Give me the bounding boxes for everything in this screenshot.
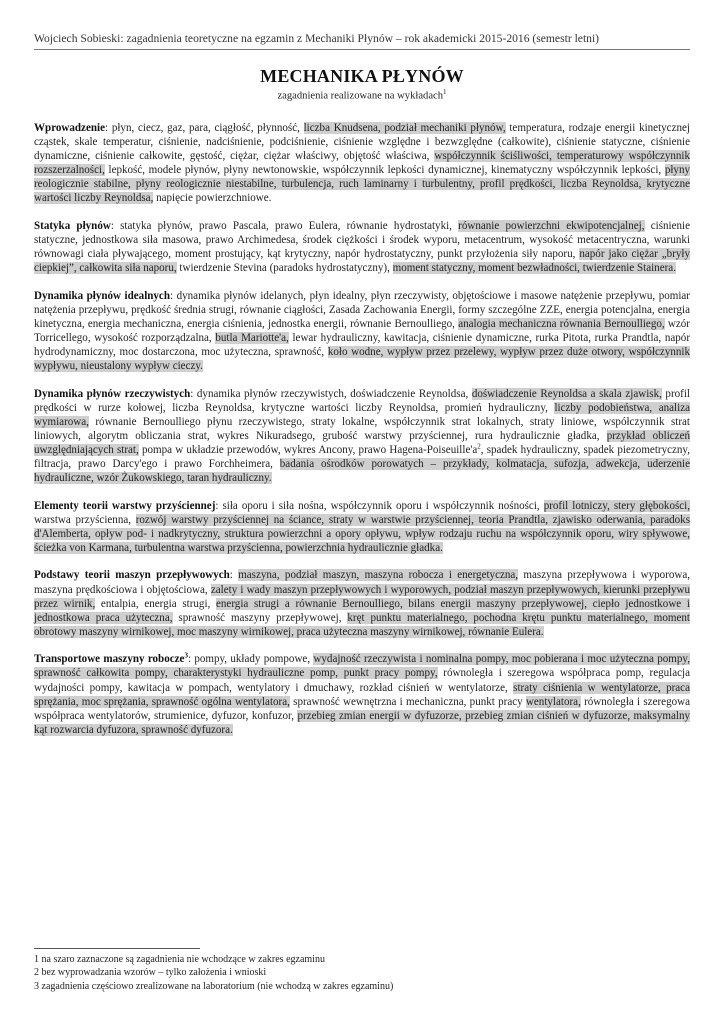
highlighted-topic-text: maszyna, podział maszyn, maszyna robocza i energetyczna, — [238, 569, 519, 582]
section-heading: Wprowadzenie — [34, 122, 105, 134]
highlighted-topic-text: przebieg zmian energii w dyfuzorze, przebieg zmian ciśnień w dyfuzorze, maksymalny kąt rozwarcia dyfuzora, sprawność dyfuzora. — [34, 709, 690, 736]
topic-text: maszyna przepływowa i wyporowa, maszyna prędkościowa i objętościowa, — [34, 569, 690, 596]
highlighted-topic-text: badania ośrodków porowatych – przykłady, kolmatacja, sufozja, adwekcja, uderzenie hydrauliczne, wzór Żukowskiego, taran hydrauliczny. — [34, 458, 691, 485]
topic-text: lewar hydrauliczny, kawitacja, ciśnienie dynamiczne, rurka Pitota, rurka Prandtla, napór hydrodynamiczny, moc dostarczona, moc użyteczna, sprawność, — [34, 332, 691, 359]
highlighted-topic-text: zalety i wady maszyn przepływowych i wyporowych, podział maszyn przepływowych, kierunki przepływu przez wirnik, — [34, 583, 690, 610]
topic-text: , spadek hydrauliczny, spadek piezometryczny, filtracja, prawo Darcy'ego i prawo Forchheimera, — [34, 444, 690, 471]
section-heading: Podstawy teorii maszyn przepływowych — [34, 569, 230, 582]
footnote-divider — [34, 948, 200, 949]
highlighted-topic-text: przykład obliczeń uwzględniających strat, — [34, 429, 690, 457]
section-wprowadzenie: Wprowadzenie: płyn, ciecz, gaz, para, ciągłość, płynność, liczba Knudsena, podział mechaniki płynów, temperatura, rodzaje energii kinetycznej cząstek, skale temperatur, ciśnienie, nadciśnienie, podciśnienie, ciśnienie względne i bezwzględne (całkowite), ciśnienie statyczne, ciśnienie dynamiczne, ciśnienie całkowite, gęstość, ciężar, ciężar właściwy, objętość właściwa, współczynnik ściśliwości, temperaturowy współczynnik rozszerzalności, lepkość, modele płynów, płyny newtonowskie, współczynnik lepkości dynamicznej, kinematyczny współczynnik lepkości, płyny reologicznie stabilne, płyny reologicznie niestabilne, turbulencja, ruch laminarny i turbulentny, profil prędkości, liczba Reynoldsa, krytyczne wartości liczby Reynoldsa, napięcie powierzchniowe. — [34, 122, 691, 205]
footnote-2: 2 bez wyprowadzania wzorów – tylko założenia i wnioski — [34, 967, 267, 979]
section-maszyny-robocze: Transportowe maszyny robocze$^3$: pompy, układy pompowe, wydajność rzeczywista i nominalna pompy, moc pobierana i moc użyteczna pompy, sprawność całkowita pompy, charakterystyki hydrauliczne pomp, punkt pracy pompy, równoległa i szeregowa współpraca pomp, regulacja wydajności pompy, kawitacja w pompach, wentylatory i dmuchawy, rozkład ciśnień w wentylatorze, straty ciśnienia w wentylatorze, praca sprężania, moc sprężania, sprawność ogólna wentylatora, sprawność wewnętrzna i mechaniczna, punkt pracy wentylatora, równoległa i szeregowa współpraca wentylatorów, strumienice, dyfuzor, konfuzor, przebieg zmian energii w dyfuzorze, przebieg zmian ciśnień w dyfuzorze, maksymalny kąt rozwarcia dyfuzora, sprawność dyfuzora. — [34, 651, 690, 736]
highlighted-topic-text: wydajność rzeczywista i nominalna pompy, moc pobierana i moc użyteczna pompy, sprawność całkowita pompy, charakterystyki hydrauliczne pomp, punkt pracy pompy, — [34, 653, 690, 680]
subtitle-footnote-marker: 1 — [443, 88, 447, 96]
footnote-3: 3 zagadnienia częściowo zrealizowane na laboratorium (nie wchodzą w zakres egzaminu) — [34, 980, 394, 992]
highlighted-topic-text: analogia mechaniczna równania Bernoulliego, — [458, 317, 665, 330]
topic-text: statyka płynów, prawo Pascala, prawo Eulera, równanie hydrostatyki, — [120, 219, 459, 232]
highlighted-topic-text: moment statyczny, moment bezwładności, twierdzenie Stainera. — [392, 262, 676, 275]
topic-text: pompy, układy pompowe, — [194, 653, 314, 666]
highlighted-topic-text: doświadczenie Reynoldsa a skala zjawisk, — [471, 387, 662, 400]
section-statyka-plynow: Statyka płynów: statyka płynów, prawo Pascala, prawo Eulera, równanie hydrostatyki, równanie powierzchni ekwipotencjalnej, ciśnienie statyczne, jednostkowa siła masowa, prawo Archimedesa, środek ciężkości i środek wyporu, metacentrum, wysokość metacentryczna, warunki równowagi ciała pływającego, moment prostujący, kąt krytyczny, napór hydrostatyczny, punkt przyłożenia siły naporu, napór jako ciężar „bryły ciepkiej”, całkowita siła naporu, twierdzenie Stevina (paradoks hydrostatyczny), moment statyczny, moment bezwładności, twierdzenie Stainera. — [34, 219, 690, 275]
section-dynamika-plynow-rzeczywistych: Dynamika płynów rzeczywistych: dynamika płynów rzeczywistych, doświadczenie Reynoldsa, doświadczenie Reynoldsa a skala zjawisk, profil prędkości w rurze kołowej, liczba Reynoldsa, krytyczne wartości liczby Reynoldsa, promień hydrauliczny, liczby podobieństwa, analiza wymiarowa, równanie Bernoulliego płynu rzeczywistego, straty lokalne, współczynnik strat lokalnych, straty liniowe, współczynnik strat liniowych, algorytm obliczania strat, wykres Nikuradsego, grubość warstwy przyściennej, rura hydraulicznie gładka, przykład obliczeń uwzględniających strat, pompa w układzie przewodów, wykres Ancony, prawo Hagena-$Poiseuille'a^2$, spadek hydrauliczny, spadek piezometryczny, filtracja, prawo Darcy'ego i prawo Forchheimera, badania ośrodków porowatych – przykłady, kolmatacja, sufozja, adwekcja, uderzenie hydrauliczne, wzór Żukowskiego, taran hydrauliczny. — [34, 387, 691, 485]
footnotes — [34, 953, 393, 993]
heading-footnote-marker: 3 — [184, 651, 188, 660]
highlighted-topic-text: butla Mariotte'a, — [215, 332, 289, 344]
highlighted-topic-text: liczba Knudsena, podział mechaniki płynów, — [303, 122, 506, 134]
topic-text: sprawność maszyny przepływowej, — [172, 611, 348, 624]
highlighted-topic-text: płyny reologicznie stabilne, płyny reologicznie niestabilne, turbulencja, ruch laminarny i turbulentny, profil prędkości, liczba Reynoldsa, krytyczne wartości liczby Reynoldsa, — [34, 164, 690, 205]
footnote-1: 1 na szaro zaznaczone są zagadnienia nie wchodzące w zakres egzaminu — [34, 954, 325, 965]
topic-text: lepkość, modele płynów, płyny newtonowskie, współczynnik lepkości dynamicznej, kinematyczny współczynnik lepkości, — [104, 164, 665, 177]
topic-text: napięcie powierzchniowe. — [153, 192, 272, 205]
topic-text: profil prędkości w rurze kołowej, liczba Reynoldsa, krytyczne wartości liczby Reynoldsa, promień hydrauliczny, — [34, 387, 690, 414]
topic-text: wzór Torricellego, wysokość rozporządzalna, — [34, 317, 690, 344]
highlighted-topic-text: energia strugi a równanie Bernoulliego, bilans energii maszyny przepływowej, ciepło jednostkowe i jednostkowa praca użyteczna, — [34, 597, 690, 624]
topic-text: dynamika płynów rzeczywistych, doświadczenie Reynoldsa, — [196, 387, 472, 400]
topic-text: entalpia, energia strugi, — [95, 597, 216, 610]
highlighted-topic-text: równanie powierzchni ekwipotencjalnej, — [458, 219, 645, 232]
section-heading: Elementy teorii warstwy przyściennej — [34, 499, 216, 512]
footnote-marker: 2 — [477, 442, 481, 451]
section-maszyny-przeplywowe: Podstawy teorii maszyn przepływowych: maszyna, podział maszyn, maszyna robocza i energetyczna, maszyna przepływowa i wyporowa, maszyna prędkościowa i objętościowa, zalety i wady maszyn przepływowych i wyporowych, podział maszyn przepływowych, kierunki przepływu przez wirnik, entalpia, energia strugi, energia strugi a równanie Bernoulliego, bilans energii maszyny przepływowej, ciepło jednostkowe i jednostkowa praca użyteczna, sprawność maszyny przepływowej, kręt punktu materialnego, pochodna krętu punktu materialnego, moment obrotowy maszyny wirnikowej, moc maszyny wirnikowej, praca użyteczna maszyny wirnikowej, równanie Eulera. — [34, 569, 690, 638]
highlighted-topic-text: profil lotniczy, stery głębokości, — [543, 499, 690, 512]
section-heading: Dynamika płynów idealnych — [34, 289, 170, 302]
topic-text: twierdzenie Stevina (paradoks hydrostatyczny), — [176, 262, 393, 275]
section-warstwa-przyscienna: Elementy teorii warstwy przyściennej: siła oporu i siła nośna, współczynnik oporu i współczynnik nośności, profil lotniczy, stery głębokości, warstwa przyścienna, rozwój warstwy przyściennej na ściance, straty w warstwie przyściennej, teoria Prandtla, zjawisko oderwania, paradoks d'Alemberta, opływ pod- i nadkrytyczny, struktura powierzchni a opory opływu, wpływ rodzaju ruchu na współczynnik oporu, wiry spływowe, ścieżka von Karmana, turbulentna warstwa przyścienna, powierzchnia hydraulicznie gładka. — [34, 499, 690, 554]
topic-text: warstwa przyścienna, — [34, 513, 136, 526]
topic-text: ciśnienie statyczne, jednostkowa siła masowa, prawo Archimedesa, środek ciężkości i środek wyporu, metacentrum, wysokość metacentryczna, warunki równowagi ciała pływającego, moment prostujący, kąt krytyczny, napór hydrostatyczny, punkt przyłożenia siły naporu, — [34, 219, 690, 261]
document-subtitle — [0, 88, 724, 102]
topic-text: płyn, ciecz, gaz, para, ciągłość, płynność, — [111, 122, 304, 134]
highlighted-topic-text: rozwój warstwy przyściennej na ściance, straty w warstwie przyściennej, teoria Prandtla, zjawisko oderwania, paradoks d'Alemberta, opływ pod- i nadkrytyczny, struktura powierzchni a opory opływu, wpływ rodzaju ruchu na współczynnik oporu, wiry spływowe, ścieżka von Karmana, turbulentna warstwa przyścienna, powierzchnia hydraulicznie gładka. — [34, 513, 690, 554]
topic-text: pompa w układzie przewodów, wykres Ancony, prawo Hagena-Poiseuille'a — [138, 444, 478, 457]
topic-text: siła oporu i siła nośna, współczynnik oporu i współczynnik nośności, — [222, 499, 544, 512]
highlighted-topic-text: wentylatora, — [525, 695, 581, 708]
topic-text: równoległa i szeregowa współpraca wentylatorów, strumienice, dyfuzor, konfuzor, — [34, 695, 690, 722]
document-title: MECHANIKA PŁYNÓW — [260, 66, 464, 86]
topic-text: dynamika płynów idelanych, płyn idealny, płyn rzeczywisty, objętościowe i masowe natężenie przepływu, pomiar natężenia przepływu, prędkość średnia strugi, równanie ciągłości, Zasada Zachowania Energii, formy szczególne ZZE, energia potencjalna, energia kinetyczna, energia mechaniczna, energia ciśnienia, jednostka energii, równanie Bernoulliego, — [34, 289, 690, 330]
topic-text: równanie Bernoulliego płynu rzeczywistego, straty lokalne, współczynnik strat lokalnych, straty liniowe, współczynnik strat liniowych, algorytm obliczania strat, wykres Nikuradsego, grubość warstwy przyściennej, rura hydraulicznie gładka, — [34, 415, 690, 442]
highlighted-topic-text: kręt punktu materialnego, pochodna krętu punktu materialnego, moment obrotowy maszyny wirnikowej, moc maszyny wirnikowej, praca użyteczna maszyny wirnikowej, równanie Eulera. — [34, 611, 690, 638]
section-heading: Transportowe maszyny robocze — [34, 653, 185, 666]
highlighted-topic-text: koło wodne, wypływ przez przelewy, wypływ przez duże otwory, współczynnik wypływu, nieustalony wypływ cieczy. — [34, 346, 690, 373]
topic-text: sprawność wewnętrzna i mechaniczna, punkt pracy — [289, 695, 526, 708]
subtitle-text: zagadnienia realizowane na wykładach — [277, 90, 444, 102]
section-heading: Dynamika płynów rzeczywistych — [34, 387, 191, 400]
highlighted-topic-text: liczby podobieństwa, analiza wymiarowa, — [34, 401, 690, 428]
highlighted-topic-text: straty ciśnienia w wentylatorze, praca sprężania, moc sprężania, sprawność ogólna wentylatora, — [34, 681, 690, 708]
section-dynamika-plynow-idealnych: Dynamika płynów idealnych: dynamika płynów idelanych, płyn idealny, płyn rzeczywisty, objętościowe i masowe natężenie przepływu, pomiar natężenia przepływu, prędkość średnia strugi, równanie ciągłości, Zasada Zachowania Energii, formy szczególne ZZE, energia potencjalna, energia kinetyczna, energia mechaniczna, energia ciśnienia, jednostka energii, równanie Bernoulliego, analogia mechaniczna równania Bernoulliego, wzór Torricellego, wysokość rozporządzalna, butla Mariotte'a, lewar hydrauliczny, kawitacja, ciśnienie dynamiczne, rurka Pitota, rurka Prandtla, napór hydrodynamiczny, moc dostarczona, moc użyteczna, sprawność, koło wodne, wypływ przez przelewy, wypływ przez duże otwory, współczynnik wypływu, nieustalony wypływ cieczy. — [34, 289, 691, 373]
topic-text: równoległa i szeregowa współpraca pomp, regulacja wydajności pompy, kawitacja w pompach, wentylatory i dmuchawy, rozkład ciśnień w wentylatorze, — [34, 667, 690, 694]
section-heading: Statyka płynów — [34, 219, 111, 232]
document-body — [34, 121, 690, 750]
highlighted-topic-text: napór jako ciężar „bryły ciepkiej”, całkowita siła naporu, — [34, 248, 690, 275]
page-header: Wojciech Sobieski: zagadnienia teoretyczne na egzamin z Mechaniki Płynów – rok akademicki 2015-2016 (semestr letni) — [34, 32, 690, 50]
topic-text: temperatura, rodzaje energii kinetycznej cząstek, skale temperatur, ciśnienie, nadciśnienie, podciśnienie, ciśnienie względne i bezwzględne (całkowite), ciśnienie statyczne, ciśnienie dynamiczne, ciśnienie całkowite, gęstość, ciężar, ciężar właściwy, objętość właściwa, — [34, 122, 690, 163]
highlighted-topic-text: współczynnik ściśliwości, temperaturowy współczynnik rozszerzalności, — [34, 150, 691, 177]
